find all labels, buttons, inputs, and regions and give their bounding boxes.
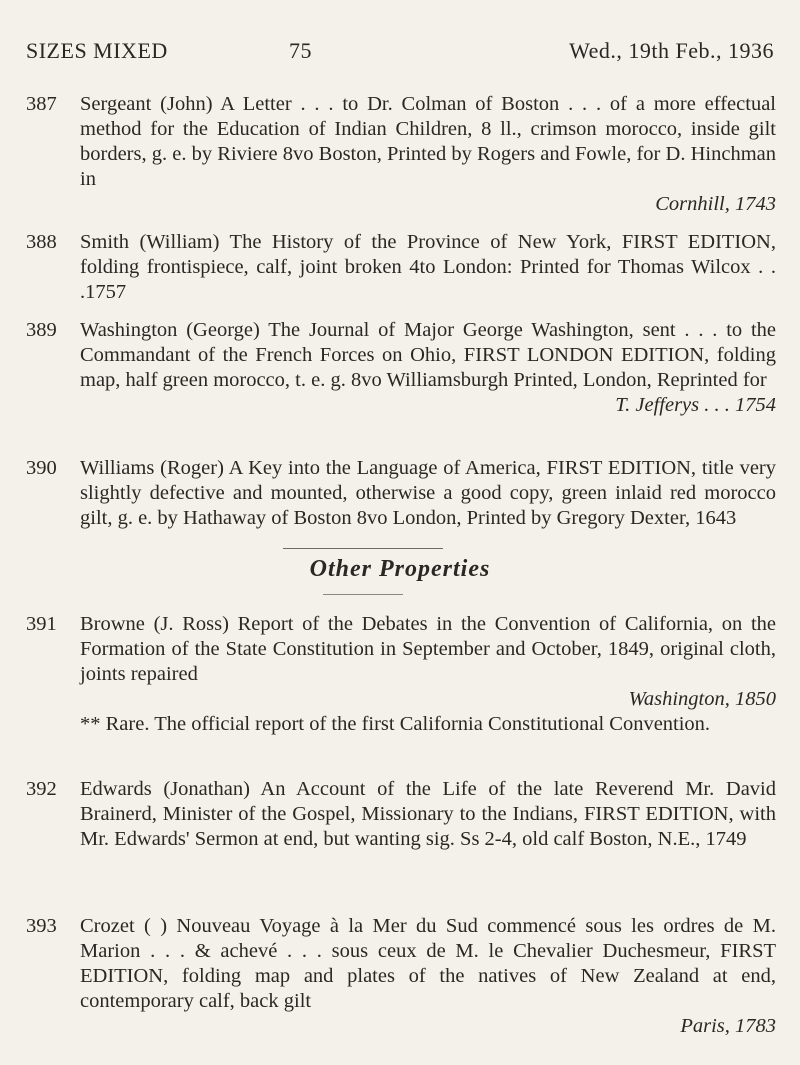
lot-text: Crozet ( ) Nouveau Voyage à la Mer du Sud commencé sous les ordres de M. Marion . . . & achevé . . . sous ceux de M. le Chevalier Duchesmeur, FIRST EDITION, folding map and plates of the natives of New Zealand at end, contemporary calf, back gilt [80,915,776,1012]
lot-entry [26,318,776,428]
section-rule-top [283,548,443,549]
lot-entry [26,914,776,1044]
lot-imprint: Washington, 1850 [628,688,776,710]
header-section-label: SIZES MIXED [26,38,168,63]
lot-number: 388 [26,231,57,253]
lot-note: ** Rare. The official report of the first California Constitutional Convention. [80,713,711,735]
lot-number: 389 [26,319,57,341]
lot-description [80,92,776,217]
lot-entry [26,612,776,752]
lot-number: 391 [26,613,57,635]
lot-number: 390 [26,457,57,479]
lot-text: Washington (George) The Journal of Major George Washington, sent . . . to the Commandant of the French Forces on Ohio, FIRST LONDON EDITION, folding map, half green morocco, t. e. g. 8vo Williamsburgh Printed, London, Reprinted for [80,319,776,391]
section-title: Other Properties [309,556,491,582]
lot-text: Smith (William) The History of the Province of New York, FIRST EDITION, folding frontispiece, calf, joint broken 4to London: Printed for Thomas Wilcox . . .1757 [80,231,776,303]
section-rule-bottom [323,594,403,595]
lot-description [80,777,776,852]
lot-entry [26,230,776,303]
lot-description [80,318,776,418]
lot-description [80,456,776,531]
lot-number: 393 [26,915,57,937]
lot-imprint: T. Jefferys . . . 1754 [615,394,776,416]
lot-text: Browne (J. Ross) Report of the Debates in the Convention of California, on the Formation of the State Constitution in September and October, 1849, original cloth, joints repaired [80,613,776,685]
lot-entry [26,456,776,541]
lot-number: 392 [26,778,57,800]
lot-text: Sergeant (John) A Letter . . . to Dr. Colman of Boston . . . of a more effectual method for the Education of Indian Children, 8 ll., crimson morocco, inside gilt borders, g. e. by Riviere 8vo Boston, Printed by Rogers and Fowle, for D. Hinchman in [80,93,776,190]
sale-date: Wed., 19th Feb., 1936 [569,38,774,63]
lot-description [80,230,776,305]
lot-number: 387 [26,93,57,115]
lot-description [80,914,776,1039]
lot-description [80,612,776,737]
lot-imprint: Paris, 1783 [680,1015,776,1037]
page-number: 75 [289,38,312,63]
lot-entry [26,92,776,215]
lot-imprint: Cornhill, 1743 [655,193,776,215]
lot-entry [26,777,776,887]
page-header [26,38,774,68]
lot-text: Williams (Roger) A Key into the Language of America, FIRST EDITION, title very slightly defective and mounted, otherwise a good copy, green inlaid red morocco gilt, g. e. by Hathaway of Boston 8vo London, Printed by Gregory Dexter, 1643 [80,457,776,529]
lot-text: Edwards (Jonathan) An Account of the Life of the late Reverend Mr. David Brainerd, Minister of the Gospel, Missionary to the Indians, FIRST EDITION, with Mr. Edwards' Sermon at end, but wanting sig. Ss 2-4, old calf Boston, N.E., 1749 [80,778,776,850]
